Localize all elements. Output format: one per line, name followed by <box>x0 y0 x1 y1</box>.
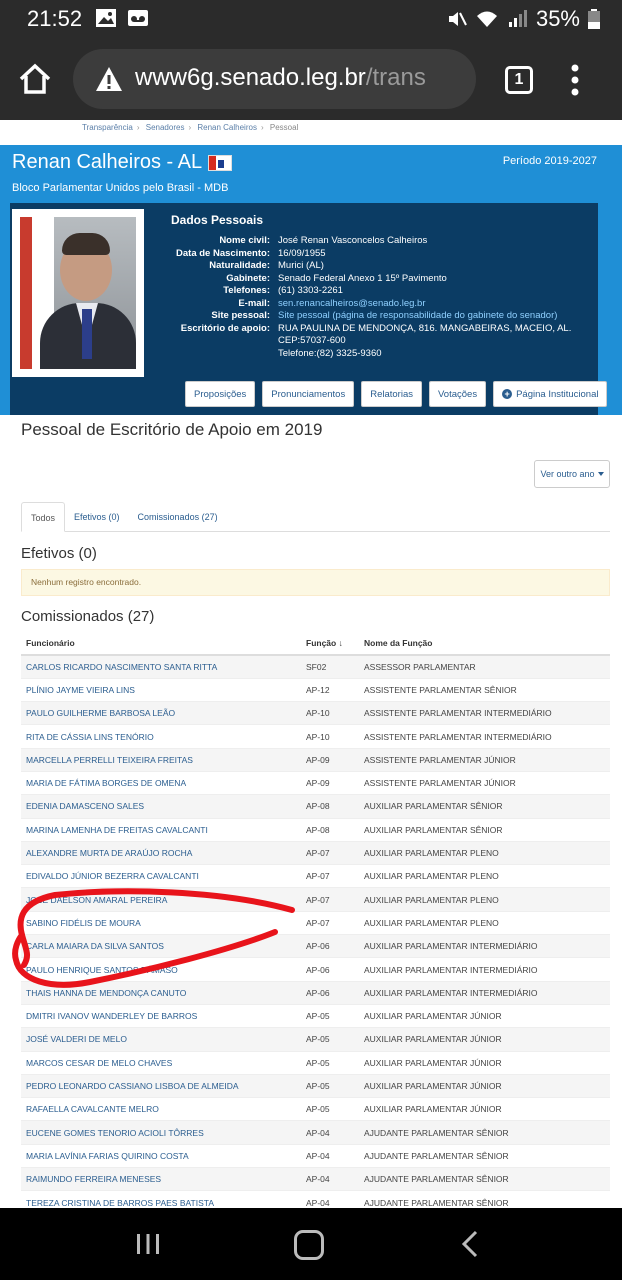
senator-title <box>12 151 232 174</box>
function-name: ASSISTENTE PARLAMENTAR INTERMEDIÁRIO <box>359 725 610 748</box>
function-code: AP-10 <box>301 702 359 725</box>
col-funcao[interactable]: Função ↓ <box>301 632 359 655</box>
table-row <box>21 1004 610 1027</box>
staff-name-link[interactable]: JOSÉ DAELSON AMARAL PEREIRA <box>21 888 301 911</box>
warning-icon[interactable] <box>95 66 123 92</box>
staff-name-link[interactable]: THAIS HANNA DE MENDONÇA CANUTO <box>21 981 301 1004</box>
table-row <box>21 1098 610 1121</box>
status-bar <box>0 0 622 38</box>
function-code: AP-10 <box>301 725 359 748</box>
table-row <box>21 1028 610 1051</box>
field-label <box>130 348 278 361</box>
home-nav-icon[interactable] <box>294 1230 324 1260</box>
field-value[interactable]: sen.renancalheiros@senado.leg.br <box>278 297 426 309</box>
function-name: AUXILIAR PARLAMENTAR JÚNIOR <box>359 1074 610 1097</box>
staff-name-link[interactable]: MARIA DE FÁTIMA BORGES DE OMENA <box>21 771 301 794</box>
staff-name-link[interactable]: RITA DE CÁSSIA LINS TENÓRIO <box>21 725 301 748</box>
table-row <box>21 678 610 701</box>
personal-data-row <box>130 260 598 273</box>
personal-data-row <box>130 310 598 323</box>
function-code: AP-08 <box>301 818 359 841</box>
other-year-label: Ver outro ano <box>540 469 595 479</box>
senator-header <box>0 145 622 415</box>
home-icon[interactable] <box>18 62 52 96</box>
function-code: AP-07 <box>301 888 359 911</box>
personal-data-row <box>130 335 598 348</box>
proposicoes-button[interactable]: Proposições <box>185 381 255 407</box>
breadcrumb-senator[interactable]: Renan Calheiros <box>197 123 257 132</box>
personal-data-row <box>130 298 598 311</box>
url-path: /trans <box>365 64 426 91</box>
field-label: Data de Nascimento: <box>176 247 270 259</box>
web-page <box>0 120 622 1208</box>
table-row <box>21 1168 610 1191</box>
function-name: AUXILIAR PARLAMENTAR SÊNIOR <box>359 795 610 818</box>
breadcrumb-current: Pessoal <box>269 123 299 132</box>
tab-efetivos[interactable]: Efetivos (0) <box>74 512 120 522</box>
table-row <box>21 865 610 888</box>
field-value: Murici (AL) <box>278 260 324 271</box>
personal-data-title: Dados Pessoais <box>171 213 264 227</box>
function-name: AUXILIAR PARLAMENTAR INTERMEDIÁRIO <box>359 935 610 958</box>
function-code: AP-05 <box>301 1028 359 1051</box>
personal-data-row <box>130 348 598 361</box>
signal-icon <box>506 9 528 29</box>
function-name: ASSISTENTE PARLAMENTAR INTERMEDIÁRIO <box>359 702 610 725</box>
function-code: AP-05 <box>301 1074 359 1097</box>
senator-photo <box>12 209 144 377</box>
back-icon[interactable] <box>460 1230 480 1258</box>
pagina-institucional-label: Página Institucional <box>516 388 599 400</box>
staff-name-link[interactable]: RAIMUNDO FERREIRA MENESES <box>21 1168 301 1191</box>
pronunciamentos-button[interactable]: Pronunciamentos <box>262 381 354 407</box>
mandate-period: Período 2019-2027 <box>502 155 597 167</box>
function-code: AP-09 <box>301 771 359 794</box>
table-row <box>21 1144 610 1167</box>
function-name: AJUDANTE PARLAMENTAR SÊNIOR <box>359 1121 610 1144</box>
field-value: José Renan Vasconcelos Calheiros <box>278 235 428 246</box>
field-value[interactable]: Site pessoal (página de responsabilidade do gabinete do senador) <box>278 310 558 321</box>
table-row <box>21 725 610 748</box>
staff-name-link[interactable]: EUCENE GOMES TENORIO ACIOLI TÔRRES <box>21 1121 301 1144</box>
browser-toolbar <box>0 38 622 120</box>
table-row <box>21 1191 610 1208</box>
function-name: ASSISTENTE PARLAMENTAR JÚNIOR <box>359 771 610 794</box>
function-code: SF02 <box>301 655 359 678</box>
relatorias-button[interactable]: Relatorias <box>361 381 422 407</box>
empty-alert: Nenhum registro encontrado. <box>21 569 610 596</box>
staff-name-link[interactable]: EDENIA DAMASCENO SALES <box>21 795 301 818</box>
table-row <box>21 748 610 771</box>
table-row <box>21 818 610 841</box>
other-year-dropdown[interactable] <box>534 460 610 488</box>
function-code: AP-05 <box>301 1004 359 1027</box>
function-name: AUXILIAR PARLAMENTAR PLENO <box>359 888 610 911</box>
staff-name-link[interactable]: TEREZA CRISTINA DE BARROS PAES BATISTA <box>21 1191 301 1208</box>
field-value: (61) 3303-2261 <box>278 285 343 296</box>
personal-data-row <box>130 235 598 248</box>
android-nav-bar <box>0 1208 622 1280</box>
staff-name-link[interactable]: DMITRI IVANOV WANDERLEY DE BARROS <box>21 1004 301 1027</box>
function-name: AJUDANTE PARLAMENTAR SÊNIOR <box>359 1168 610 1191</box>
field-label: Nome civil: <box>219 235 270 246</box>
function-name: AUXILIAR PARLAMENTAR PLENO <box>359 841 610 864</box>
battery-icon <box>588 9 600 29</box>
staff-name-link[interactable]: PEDRO LEONARDO CASSIANO LISBOA DE ALMEIDA <box>21 1074 301 1097</box>
staff-name-link[interactable]: EDIVALDO JÚNIOR BEZERRA CAVALCANTI <box>21 865 301 888</box>
table-row <box>21 935 610 958</box>
function-code: AP-09 <box>301 748 359 771</box>
field-label: Telefones: <box>223 285 270 296</box>
table-row <box>21 841 610 864</box>
url-host: www6g.senado.leg.br <box>135 64 366 91</box>
field-value: Senado Federal Anexo 1 15º Pavimento <box>278 272 447 284</box>
table-row <box>21 888 610 911</box>
table-row <box>21 1051 610 1074</box>
function-name: ASSESSOR PARLAMENTAR <box>359 655 610 678</box>
field-label: Site pessoal: <box>211 310 270 321</box>
staff-name-link[interactable]: PLÍNIO JAYME VIEIRA LINS <box>21 678 301 701</box>
staff-name-link[interactable]: MARIA LAVÍNIA FARIAS QUIRINO COSTA <box>21 1144 301 1167</box>
field-label: Escritório de apoio: <box>180 322 270 334</box>
personal-data-row <box>130 273 598 286</box>
function-code: AP-12 <box>301 678 359 701</box>
voicemail-icon <box>127 8 149 28</box>
staff-name-link[interactable]: MARCELLA PERRELLI TEIXEIRA FREITAS <box>21 748 301 771</box>
field-label <box>130 335 278 348</box>
function-code: AP-04 <box>301 1144 359 1167</box>
table-row <box>21 771 610 794</box>
page-title: Pessoal de Escritório de Apoio em 2019 <box>21 420 323 439</box>
function-code: AP-04 <box>301 1121 359 1144</box>
party-bloc: Bloco Parlamentar Unidos pelo Brasil - MDB <box>12 182 229 194</box>
comissionados-heading: Comissionados (27) <box>21 608 155 625</box>
table-row <box>21 795 610 818</box>
personal-data-row <box>130 285 598 298</box>
plus-circle-icon: + <box>502 389 512 399</box>
table-row <box>21 1121 610 1144</box>
staff-name-link[interactable]: JOSÉ VALDERI DE MELO <box>21 1028 301 1051</box>
senator-name: Renan Calheiros - AL <box>12 151 203 173</box>
function-code: AP-05 <box>301 1098 359 1121</box>
function-name: AUXILIAR PARLAMENTAR PLENO <box>359 911 610 934</box>
recents-icon[interactable] <box>134 1232 162 1256</box>
wifi-icon <box>476 9 498 29</box>
function-code: AP-07 <box>301 841 359 864</box>
function-name: AUXILIAR PARLAMENTAR JÚNIOR <box>359 1028 610 1051</box>
staff-name-link[interactable]: ALEXANDRE MURTA DE ARAÚJO ROCHA <box>21 841 301 864</box>
function-code: AP-04 <box>301 1191 359 1208</box>
function-name: AUXILIAR PARLAMENTAR JÚNIOR <box>359 1098 610 1121</box>
staff-name-link[interactable]: MARCOS CESAR DE MELO CHAVES <box>21 1051 301 1074</box>
more-menu-icon[interactable] <box>570 64 580 96</box>
field-label: E-mail: <box>238 297 270 309</box>
function-name: ASSISTENTE PARLAMENTAR JÚNIOR <box>359 748 610 771</box>
staff-name-link[interactable]: MARINA LAMENHA DE FREITAS CAVALCANTI <box>21 818 301 841</box>
caret-down-icon <box>598 472 604 476</box>
function-name: AUXILIAR PARLAMENTAR INTERMEDIÁRIO <box>359 958 610 981</box>
personal-data-list <box>130 235 598 360</box>
comissionados-table <box>21 632 610 1208</box>
mute-icon <box>446 9 468 29</box>
efetivos-heading: Efetivos (0) <box>21 545 97 562</box>
table-row <box>21 702 610 725</box>
col-nome-funcao[interactable]: Nome da Função <box>359 632 610 655</box>
table-row <box>21 958 610 981</box>
staff-tabs <box>21 502 610 532</box>
staff-name-link[interactable]: PAULO GUILHERME BARBOSA LEÃO <box>21 702 301 725</box>
function-name: ASSISTENTE PARLAMENTAR SÊNIOR <box>359 678 610 701</box>
tab-comissionados[interactable]: Comissionados (27) <box>137 512 218 522</box>
function-name: AUXILIAR PARLAMENTAR INTERMEDIÁRIO <box>359 981 610 1004</box>
table-row <box>21 911 610 934</box>
function-name: AUXILIAR PARLAMENTAR JÚNIOR <box>359 1051 610 1074</box>
col-funcionario[interactable]: Funcionário <box>21 632 301 655</box>
field-value: RUA PAULINA DE MENDONÇA, 816. MANGABEIRAS, MACEIO, AL. <box>278 322 572 334</box>
state-flag-icon <box>208 155 232 171</box>
function-code: AP-08 <box>301 795 359 818</box>
function-code: AP-04 <box>301 1168 359 1191</box>
field-value: CEP:57037-600 <box>278 335 346 346</box>
staff-name-link[interactable]: PAULO HENRIQUE SANTOS DÂMASO <box>21 958 301 981</box>
function-code: AP-05 <box>301 1051 359 1074</box>
tab-switcher-button[interactable]: 1 <box>505 66 533 94</box>
function-name: AUXILIAR PARLAMENTAR SÊNIOR <box>359 818 610 841</box>
table-row <box>21 981 610 1004</box>
staff-name-link[interactable]: RAFAELLA CAVALCANTE MELRO <box>21 1098 301 1121</box>
field-label: Naturalidade: <box>209 260 270 271</box>
personal-data-panel <box>10 203 598 415</box>
function-name: AUXILIAR PARLAMENTAR JÚNIOR <box>359 1004 610 1027</box>
function-name: AJUDANTE PARLAMENTAR SÊNIOR <box>359 1144 610 1167</box>
field-label: Gabinete: <box>226 272 270 284</box>
breadcrumb-transparencia[interactable]: Transparência <box>82 123 133 132</box>
breadcrumb-senadores[interactable]: Senadores <box>145 123 185 132</box>
pagina-institucional-button[interactable] <box>493 381 607 407</box>
function-code: AP-06 <box>301 958 359 981</box>
gallery-icon <box>95 8 117 28</box>
battery-percent: 35% <box>535 6 580 31</box>
personal-data-row <box>130 248 598 261</box>
staff-name-link[interactable]: SABINO FIDÉLIS DE MOURA <box>21 911 301 934</box>
senator-actions <box>185 381 607 407</box>
function-code: AP-06 <box>301 981 359 1004</box>
breadcrumb: Transparência › Senadores › Renan Calheiros › Pessoal <box>82 123 299 132</box>
field-value: Telefone:(82) 3325-9360 <box>278 347 382 359</box>
function-code: AP-07 <box>301 865 359 888</box>
table-row <box>21 1074 610 1097</box>
table-row <box>21 655 610 678</box>
votacoes-button[interactable]: Votações <box>429 381 486 407</box>
tab-todos[interactable]: Todos <box>21 502 65 532</box>
function-code: AP-07 <box>301 911 359 934</box>
staff-name-link[interactable]: CARLOS RICARDO NASCIMENTO SANTA RITTA <box>21 655 301 678</box>
personal-data-row <box>130 323 598 336</box>
function-name: AJUDANTE PARLAMENTAR SÊNIOR <box>359 1191 610 1208</box>
field-value: 16/09/1955 <box>278 247 326 259</box>
staff-name-link[interactable]: CARLA MAIARA DA SILVA SANTOS <box>21 935 301 958</box>
address-bar[interactable] <box>73 49 476 109</box>
url-text[interactable] <box>135 64 426 92</box>
function-name: AUXILIAR PARLAMENTAR PLENO <box>359 865 610 888</box>
function-code: AP-06 <box>301 935 359 958</box>
status-time: 21:52 <box>27 6 83 31</box>
